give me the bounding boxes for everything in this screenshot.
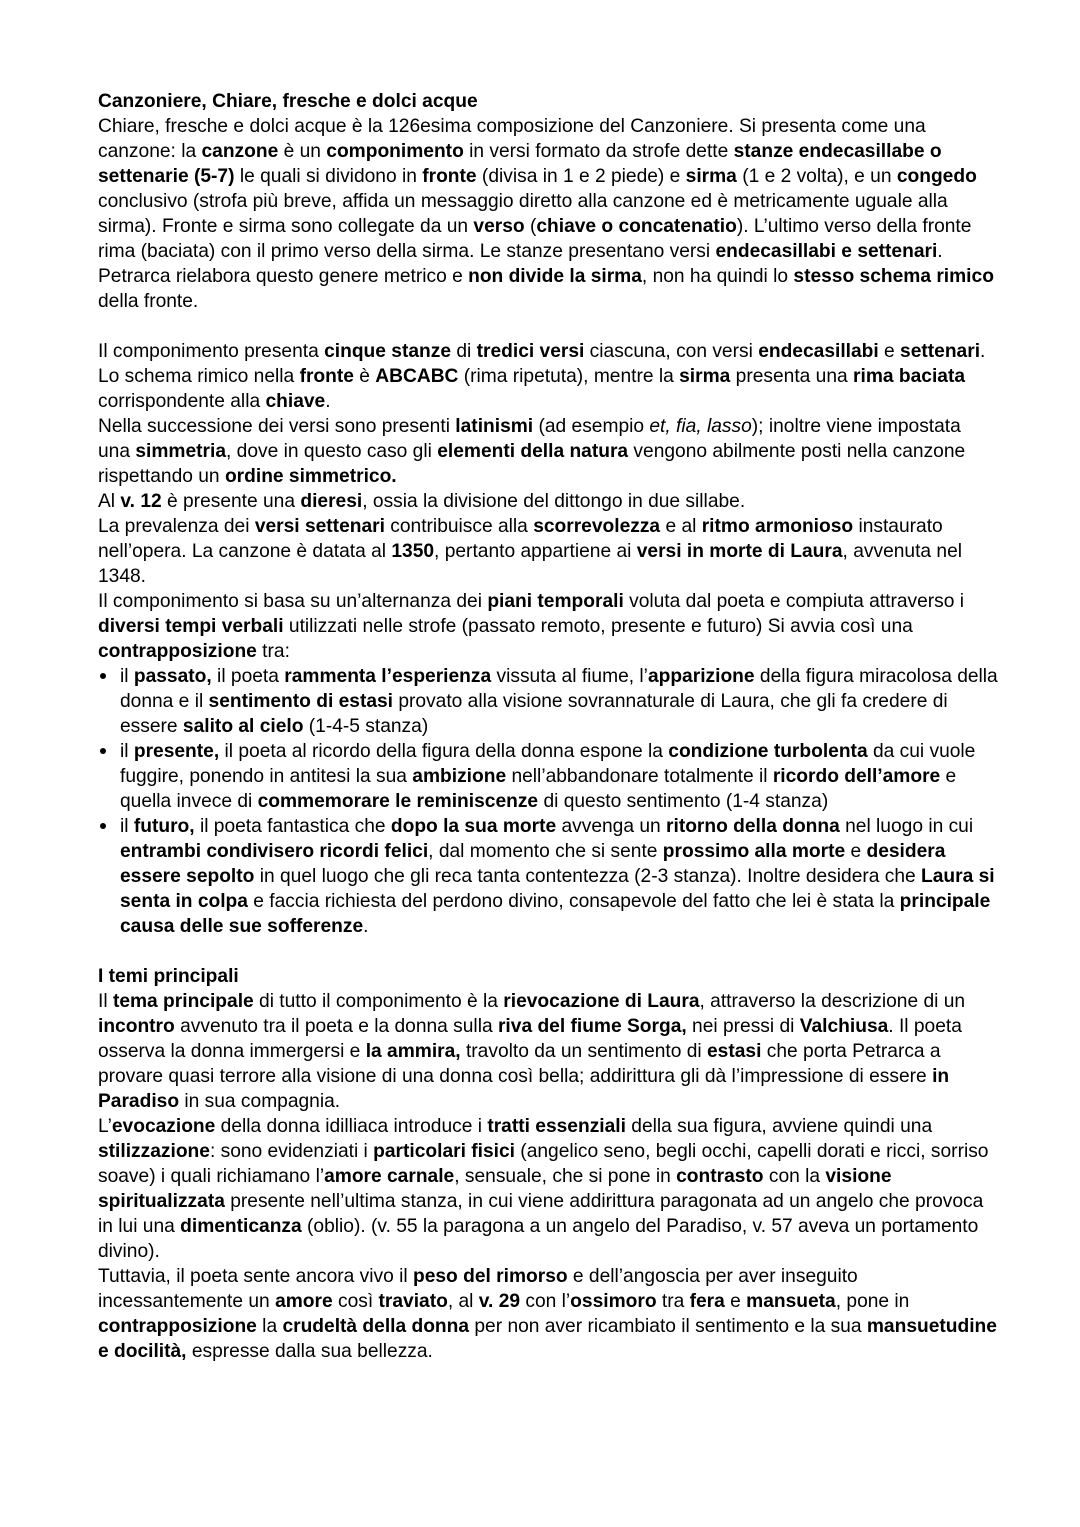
text-run: ciascuna, con versi — [584, 341, 759, 362]
bold-text: canzone — [201, 141, 279, 162]
text-run: e quella invece di — [120, 766, 957, 812]
paragraph-schema-rimico — [98, 339, 998, 414]
text-run: travolto da un sentimento di — [460, 1041, 708, 1062]
bold-text: 1350 — [391, 541, 435, 562]
bold-text: mansuetudine e docilità, — [98, 1316, 997, 1362]
text-run: . — [363, 916, 369, 937]
text-run: voluta dal poeta e compiuta attraverso i — [623, 591, 965, 612]
bold-text: commemorare le reminiscenze — [257, 791, 539, 812]
text-run: . Il poeta osserva la donna immergersi e — [98, 1016, 962, 1062]
text-run: Il componimento si basa su un’alternanza dei — [98, 591, 488, 612]
paragraph-rimorso — [98, 1264, 998, 1364]
bold-text: ossimoro — [570, 1291, 657, 1312]
text-run: tra: — [256, 641, 290, 662]
bold-text: tratti essenziali — [487, 1116, 626, 1137]
text-run: ); inoltre viene impostata una — [98, 416, 961, 462]
text-run: le quali si dividono in — [234, 166, 423, 187]
bold-text: scorrevolezza — [533, 516, 661, 537]
bold-text: latinismi — [455, 416, 534, 437]
text-run: che porta Petrarca a provare quasi terrore alla visione di una donna così bella; addirittura gli dà l’impressione di essere — [98, 1041, 941, 1087]
bold-text: cinque stanze — [324, 341, 451, 362]
text-run: Chiare, fresche e dolci acque è la 126esima composizione del Canzoniere. Si presenta come una canzone: la — [98, 116, 926, 162]
text-run: L’ — [98, 1116, 112, 1137]
text-run: così — [332, 1291, 379, 1312]
text-run: e dell’angoscia per aver inseguito incessantemente un — [98, 1266, 858, 1312]
list-item-passato — [98, 664, 998, 739]
bold-text: fronte — [299, 366, 354, 387]
bold-text: versi settenari — [254, 516, 385, 537]
document-page — [98, 89, 998, 1364]
bold-text: sentimento di estasi — [208, 691, 394, 712]
text-run: presenta una — [730, 366, 854, 387]
contrapposizione-list — [98, 664, 998, 939]
text-run: è un — [278, 141, 327, 162]
bold-text: stanze endecasillabe o settenarie (5-7) — [98, 141, 942, 187]
bold-text: contrapposizione — [98, 641, 257, 662]
bold-text: stilizzazione — [98, 1141, 210, 1162]
bold-text: settenari — [900, 341, 981, 362]
bold-text: amore — [275, 1291, 333, 1312]
bold-text: principale causa delle sue sofferenze — [120, 891, 991, 937]
bold-text: estasi — [707, 1041, 762, 1062]
paragraph-piani-temporali — [98, 589, 998, 664]
text-run: Nella successione dei versi sono presenti — [98, 416, 456, 437]
text-run: , dal momento che si sente — [428, 841, 663, 862]
text-run: della sua figura, avviene quindi una — [625, 1116, 933, 1137]
bold-text: apparizione — [647, 666, 755, 687]
bold-text: verso — [473, 216, 525, 237]
list-item-text — [120, 741, 975, 812]
text-run: avvenuto tra il poeta e la donna sulla — [174, 1016, 498, 1037]
section-title-canzoniere: Canzoniere, Chiare, fresche e dolci acque — [98, 91, 478, 112]
italic-text: et, fia, lasso — [649, 416, 752, 437]
bold-text: ambizione — [412, 766, 507, 787]
text-run: nei pressi di — [686, 1016, 800, 1037]
bold-text: evocazione — [111, 1116, 216, 1137]
text-run: con la — [763, 1166, 826, 1187]
text-run: di tutto il componimento è la — [253, 991, 504, 1012]
bold-text: non divide la sirma — [468, 266, 642, 287]
bold-text: stesso schema rimico — [793, 266, 994, 287]
text-run: della donna idilliaca introduce i — [215, 1116, 488, 1137]
bold-text: Valchiusa — [799, 1016, 889, 1037]
bold-text: salito al cielo — [182, 716, 304, 737]
text-run: con l’ — [520, 1291, 571, 1312]
text-run: vengono abilmente posti nella canzone rispettando un — [98, 441, 966, 487]
text-run: è presente una — [161, 491, 301, 512]
text-run: (1 e 2 volta), e un — [736, 166, 897, 187]
paragraph-gap — [98, 314, 998, 339]
text-run: Il componimento presenta — [98, 341, 325, 362]
bullet-dot-icon — [100, 673, 106, 679]
text-run: , ossia la divisione del dittongo in due sillabe. — [362, 491, 746, 512]
text-run: il — [120, 741, 134, 762]
text-run: in sua compagnia. — [179, 1091, 341, 1112]
bold-text: endecasillabi — [758, 341, 879, 362]
text-run: vissuta al fiume, l’ — [491, 666, 648, 687]
bold-text: componimento — [326, 141, 464, 162]
text-run: utilizzati nelle strofe (passato remoto, presente e futuro) Si avvia così una — [283, 616, 913, 637]
text-run: Tuttavia, il poeta sente ancora vivo il — [98, 1266, 413, 1287]
text-run: , dove in questo caso gli — [226, 441, 438, 462]
bold-text: piani temporali — [487, 591, 624, 612]
text-run: presente nell’ultima stanza, in cui viene addirittura paragonata ad un angelo che provoca in lui una — [98, 1191, 984, 1237]
bold-text: versi in morte di Laura — [636, 541, 843, 562]
text-run: da cui vuole fuggire, ponendo in antitesi la sua — [120, 741, 976, 787]
text-run: (oblio). (v. 55 la paragona a un angelo del Paradiso, v. 57 aveva un portamento divino). — [98, 1216, 979, 1262]
text-run: . Petrarca rielabora questo genere metrico e — [98, 241, 943, 287]
list-item-presente — [98, 739, 998, 814]
paragraph-settenari — [98, 514, 998, 589]
text-run: avvenga un — [556, 816, 667, 837]
text-run: (1-4-5 stanza) — [303, 716, 429, 737]
bold-text: dimenticanza — [180, 1216, 302, 1237]
text-run: e al — [660, 516, 702, 537]
text-run: , non ha quindi lo — [641, 266, 794, 287]
bullet-dot-icon — [100, 823, 106, 829]
bold-text: ABCABC — [375, 366, 459, 387]
bold-text: crudeltà della donna — [282, 1316, 470, 1337]
text-run: (rima ripetuta), mentre la — [458, 366, 680, 387]
bold-text: v. 29 — [478, 1291, 521, 1312]
text-run: (ad esempio — [533, 416, 650, 437]
bold-text: contrasto — [676, 1166, 764, 1187]
text-run: la — [256, 1316, 283, 1337]
text-run: . Lo schema rimico nella — [98, 341, 986, 387]
bold-text: rievocazione di Laura — [503, 991, 700, 1012]
bullet-dot-icon — [100, 748, 106, 754]
paragraph-gap — [98, 939, 998, 964]
bold-text: condizione turbolenta — [668, 741, 868, 762]
list-item-futuro — [98, 814, 998, 939]
bold-text: entrambi condivisero ricordi felici — [120, 841, 429, 862]
bold-text: tredici versi — [476, 341, 585, 362]
bold-text: in Paradiso — [98, 1066, 950, 1112]
list-item-text — [120, 816, 995, 937]
bold-text: ritmo armonioso — [701, 516, 854, 537]
bold-text: dopo la sua morte — [390, 816, 557, 837]
bold-text: sirma — [685, 166, 737, 187]
bold-text: Laura si senta in colpa — [120, 866, 995, 912]
bold-text: v. 12 — [120, 491, 162, 512]
text-run: della fronte. — [98, 291, 199, 312]
bold-text: rammenta l’esperienza — [284, 666, 492, 687]
text-run: per non aver ricambiato il sentimento e la sua — [469, 1316, 867, 1337]
text-run: della figura miracolosa della donna e il — [120, 666, 998, 712]
text-run: La prevalenza dei — [98, 516, 255, 537]
bold-text: congedo — [896, 166, 977, 187]
bold-text: endecasillabi e settenari — [715, 241, 938, 262]
text-run: espresse dalla sua bellezza. — [186, 1341, 433, 1362]
bold-text: diversi tempi verbali — [98, 616, 284, 637]
text-run: nel luogo in cui — [839, 816, 974, 837]
bold-text: ricordo dell’amore — [772, 766, 941, 787]
paragraph-canzone-definition — [98, 114, 998, 314]
bold-text: traviato — [378, 1291, 448, 1312]
text-run: corrispondente alla — [98, 391, 266, 412]
text-run: , pertanto appartiene ai — [434, 541, 637, 562]
text-run: il — [120, 816, 134, 837]
bold-text: futuro, — [133, 816, 195, 837]
bold-text: sirma — [679, 366, 731, 387]
text-run: , attraverso la descrizione di un — [699, 991, 966, 1012]
bold-text: tema principale — [112, 991, 254, 1012]
text-run: ( — [524, 216, 537, 237]
text-run: . — [325, 391, 331, 412]
paragraph-latinismi — [98, 414, 998, 489]
text-run: e — [724, 1291, 747, 1312]
text-run: contribuisce alla — [384, 516, 534, 537]
bold-text: riva del fiume Sorga, — [497, 1016, 687, 1037]
text-run: di — [451, 341, 477, 362]
bold-text: ordine simmetrico. — [224, 466, 397, 487]
text-run: Al — [98, 491, 121, 512]
text-run: e — [845, 841, 867, 862]
text-run: , avvenuta nel 1348. — [98, 541, 963, 587]
paragraph-rievocazione — [98, 989, 998, 1114]
bold-text: simmetria — [135, 441, 227, 462]
text-run: provato alla visione sovrannaturale di Laura, che gli fa credere di essere — [120, 691, 948, 737]
bold-text: particolari fisici — [373, 1141, 515, 1162]
text-run: e — [878, 341, 901, 362]
text-run: (angelico seno, begli occhi, capelli dorati e ricci, sorriso soave) i quali richiamano l’ — [98, 1141, 989, 1187]
text-run: Il — [98, 991, 113, 1012]
bold-text: amore carnale — [324, 1166, 455, 1187]
bold-text: prossimo alla morte — [662, 841, 846, 862]
paragraph-evocazione — [98, 1114, 998, 1264]
bold-text: passato, — [133, 666, 212, 687]
bold-text: elementi della natura — [437, 441, 629, 462]
text-run: il poeta — [211, 666, 285, 687]
text-run: : sono evidenziati i — [209, 1141, 374, 1162]
bold-text: la ammira, — [365, 1041, 461, 1062]
bold-text: fronte — [422, 166, 477, 187]
text-run: e faccia richiesta del perdono divino, consapevole del fatto che lei è stata la — [247, 891, 900, 912]
text-run: , sensuale, che si pone in — [454, 1166, 677, 1187]
text-run: di questo sentimento (1-4 stanza) — [538, 791, 829, 812]
bold-text: desidera essere sepolto — [120, 841, 946, 887]
text-run: ). L’ultimo verso della fronte rima (baciata) con il primo verso della sirma. Le stanze presentano versi — [98, 216, 972, 262]
text-run: (divisa in 1 e 2 piede) e — [476, 166, 686, 187]
bold-text: chiave — [265, 391, 326, 412]
bold-text: contrapposizione — [98, 1316, 257, 1337]
text-run: il — [120, 666, 134, 687]
bold-text: rima baciata — [853, 366, 966, 387]
paragraph-dieresi — [98, 489, 998, 514]
text-run: nell’abbandonare totalmente il — [506, 766, 773, 787]
text-run: conclusivo (strofa più breve, affida un messaggio diretto alla canzone ed è metricamente uguale alla sirma). Fronte e sirma sono collegate da un — [98, 191, 948, 237]
bold-text: visione spiritualizzata — [98, 1166, 892, 1212]
bold-text: dieresi — [300, 491, 363, 512]
text-run: in quel luogo che gli reca tanta contentezza (2-3 stanza). Inoltre desidera che — [254, 866, 922, 887]
text-run: , pone in — [835, 1291, 910, 1312]
bold-text: fera — [689, 1291, 725, 1312]
bold-text: chiave o concatenatio — [536, 216, 737, 237]
text-run: è — [353, 366, 376, 387]
text-run: instaurato nell’opera. La canzone è datata al — [98, 516, 943, 562]
text-run: , al — [447, 1291, 479, 1312]
text-run: tra — [656, 1291, 690, 1312]
bold-text: presente, — [133, 741, 220, 762]
text-run: il poeta al ricordo della figura della donna espone la — [219, 741, 669, 762]
section-title-temi-principali: I temi principali — [98, 966, 239, 987]
bold-text: mansueta — [746, 1291, 836, 1312]
bold-text: ritorno della donna — [666, 816, 840, 837]
text-run: in versi formato da strofe dette — [463, 141, 734, 162]
bold-text: incontro — [98, 1016, 175, 1037]
text-run: il poeta fantastica che — [194, 816, 391, 837]
bold-text: peso del rimorso — [412, 1266, 568, 1287]
list-item-text — [120, 666, 998, 737]
